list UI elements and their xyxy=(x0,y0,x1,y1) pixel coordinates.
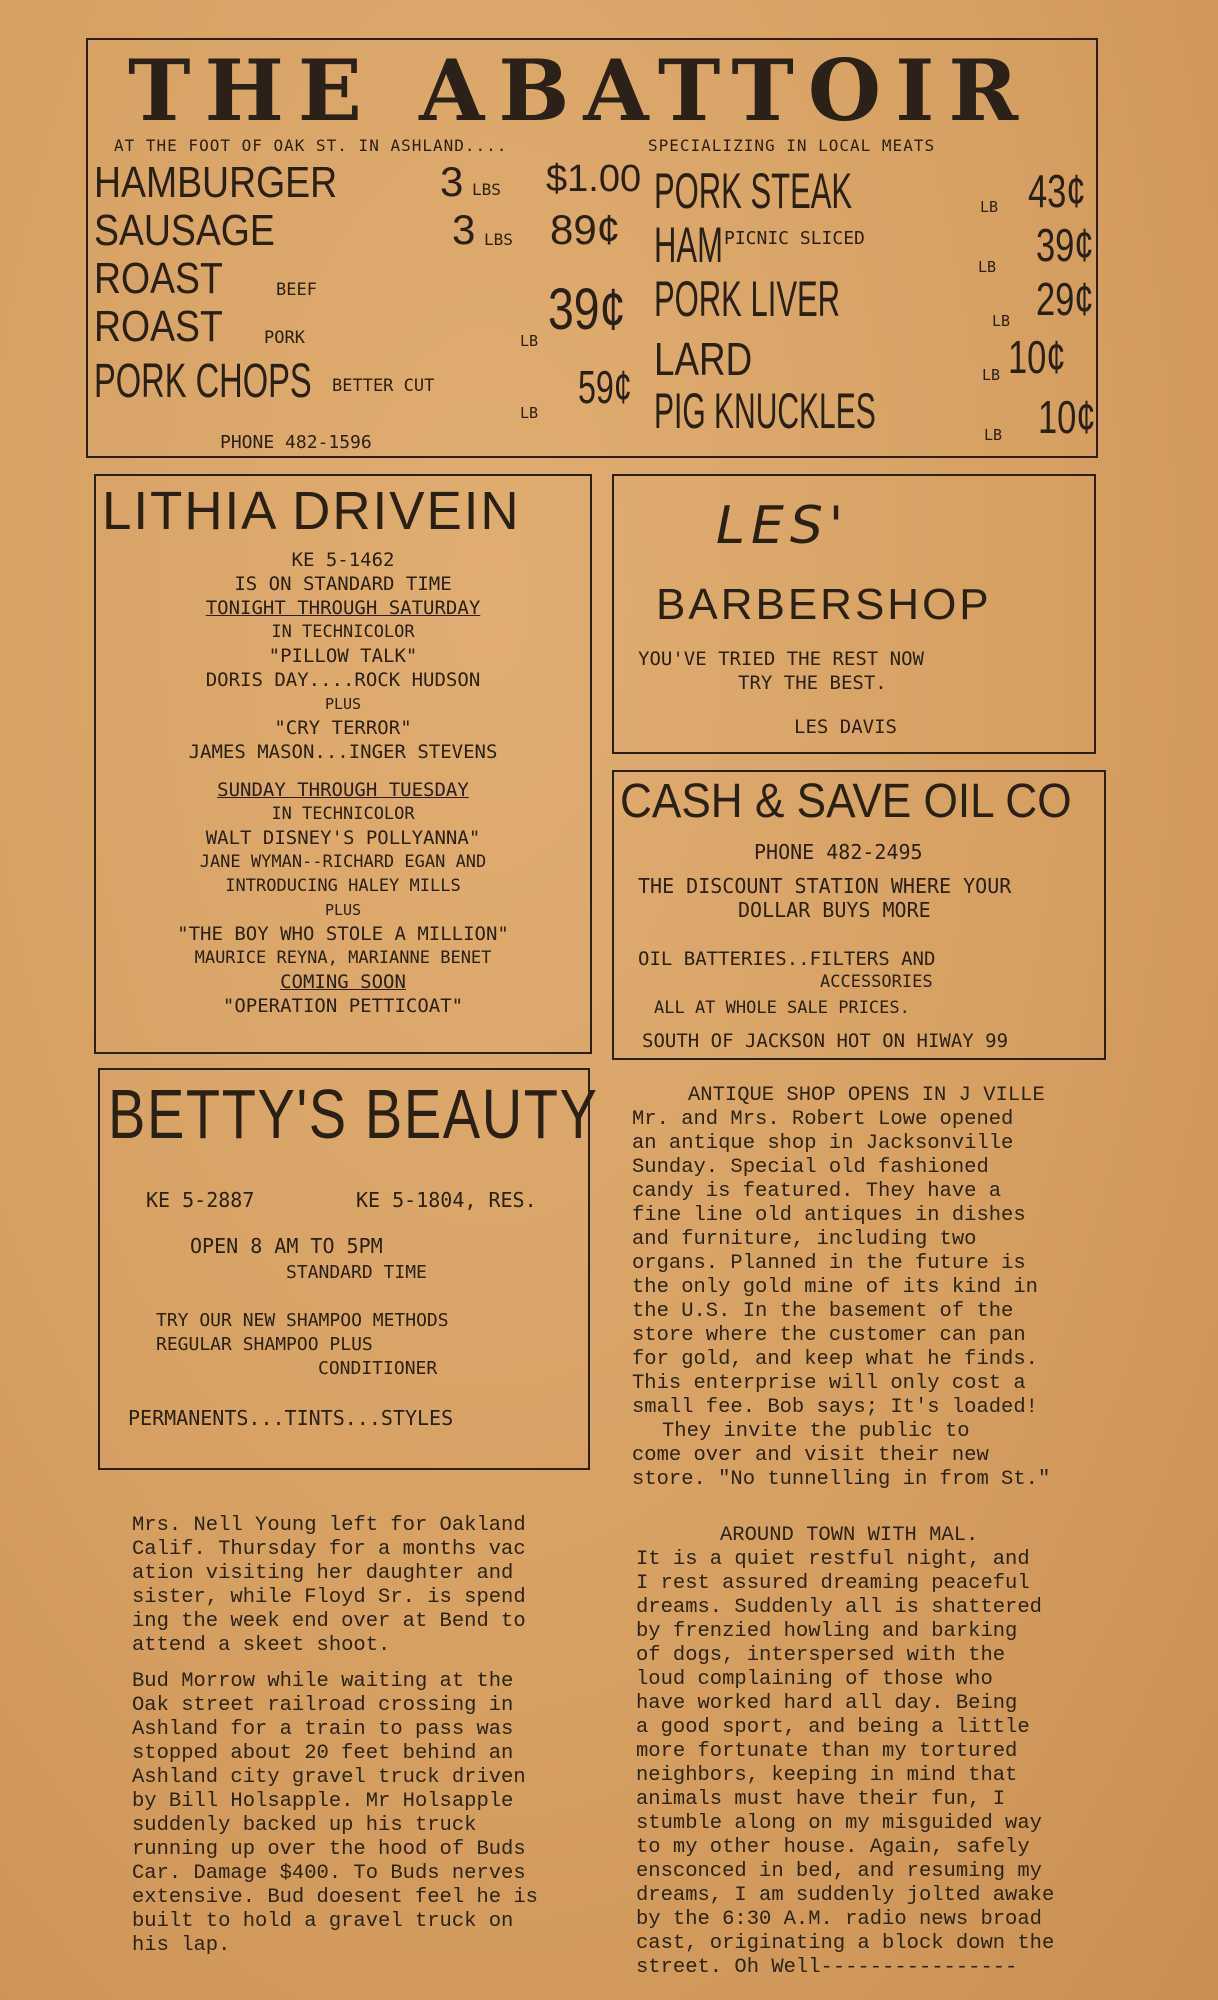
lithia-cast-4: MAURICE REYNA, MARIANNE BENET xyxy=(194,948,492,968)
lithia-movie-2: "CRY TERROR" xyxy=(274,717,412,739)
item-pork-chops-note: BETTER CUT xyxy=(332,376,435,396)
abattoir-phone: PHONE 482-1596 xyxy=(220,432,372,453)
bud-line: by Bill Holsapple. Mr Holsapple xyxy=(132,1790,514,1813)
antique-line: the U.S. In the basement of the xyxy=(632,1300,1014,1323)
bud-line: built to hold a gravel truck on xyxy=(132,1910,514,1933)
item-hamburger-unit: LBS xyxy=(472,180,501,199)
betty-services: PERMANENTS...TINTS...STYLES xyxy=(128,1406,454,1430)
antique-shop-article xyxy=(632,1084,1050,1492)
item-ham-price: 39¢ xyxy=(1036,219,1094,271)
cash-phone: PHONE 482-2495 xyxy=(754,840,923,864)
lithia-sunday-heading: SUNDAY THROUGH TUESDAY xyxy=(217,779,469,801)
antique-line: for gold, and keep what he finds. xyxy=(632,1348,1038,1371)
lithia-cast-2: JAMES MASON...INGER STEVENS xyxy=(188,741,498,763)
nell-line: attend a skeet shoot. xyxy=(132,1634,391,1657)
around-line: animals must have their fun, I xyxy=(636,1788,1006,1811)
betty-shampoo-1: TRY OUR NEW SHAMPOO METHODS xyxy=(156,1310,449,1331)
antique-line: an antique shop in Jacksonville xyxy=(632,1132,1014,1155)
item-sausage-name: SAUSAGE xyxy=(94,206,275,255)
lithia-drivein-ad xyxy=(94,474,592,1054)
nell-line: sister, while Floyd Sr. is spend xyxy=(132,1586,526,1609)
betty-shampoo-3: CONDITIONER xyxy=(318,1358,438,1379)
antique-line: store where the customer can pan xyxy=(632,1324,1026,1347)
antique-line: This enterprise will only cost a xyxy=(632,1372,1026,1395)
around-line: by the 6:30 A.M. radio news broad xyxy=(636,1908,1042,1931)
betty-hours-1: OPEN 8 AM TO 5PM xyxy=(190,1234,383,1258)
cash-line-5: ALL AT WHOLE SALE PRICES. xyxy=(654,998,910,1018)
item-pork-liver-name: PORK LIVER xyxy=(654,271,841,327)
item-ham-name: HAM xyxy=(654,217,723,273)
item-hamburger-name: HAMBURGER xyxy=(94,158,338,207)
around-line: dreams. Suddenly all is shattered xyxy=(636,1596,1042,1619)
around-line: of dogs, interspersed with the xyxy=(636,1644,1006,1667)
around-line: I rest assured dreaming peaceful xyxy=(636,1572,1030,1595)
around-line: have worked hard all day. Being xyxy=(636,1692,1018,1715)
les-subtitle: BARBERSHOP xyxy=(656,580,992,629)
bud-line: stopped about 20 feet behind an xyxy=(132,1742,514,1765)
antique-line: Sunday. Special old fashioned xyxy=(632,1156,989,1179)
abattoir-ad xyxy=(86,38,1098,458)
antique-line: come over and visit their new xyxy=(632,1444,989,1467)
bud-line: suddenly backed up his truck xyxy=(132,1814,477,1837)
nell-line: Mrs. Nell Young left for Oakland xyxy=(132,1514,526,1537)
around-line: stumble along on my misguided way xyxy=(636,1812,1042,1835)
cash-line-3: OIL BATTERIES..FILTERS AND xyxy=(638,948,936,970)
bud-line: Bud Morrow while waiting at the xyxy=(132,1670,514,1693)
betty-hours-2: STANDARD TIME xyxy=(286,1262,427,1283)
bettys-beauty-ad xyxy=(98,1068,599,1470)
lithia-tonight-heading: TONIGHT THROUGH SATURDAY xyxy=(205,597,481,619)
betty-shampoo-2: REGULAR SHAMPOO PLUS xyxy=(156,1334,373,1355)
item-pig-knuckles-name: PIG KNUCKLES xyxy=(654,383,876,439)
cash-title: CASH & SAVE OIL CO xyxy=(620,775,1072,828)
lithia-coming-soon: COMING SOON xyxy=(280,971,406,993)
item-sausage-unit: LBS xyxy=(484,230,513,249)
lithia-cast-1: DORIS DAY....ROCK HUDSON xyxy=(205,669,481,691)
lithia-standard-time: IS ON STANDARD TIME xyxy=(234,573,452,595)
around-headline: AROUND TOWN WITH MAL. xyxy=(720,1524,979,1547)
item-pork-liver-unit: LB xyxy=(992,312,1011,330)
item-ham-unit: LB xyxy=(978,258,997,276)
cash-save-oil-ad xyxy=(612,770,1106,1060)
nell-line: Calif. Thursday for a months vac xyxy=(132,1538,526,1561)
cash-line-2: DOLLAR BUYS MORE xyxy=(738,898,931,922)
item-roast-pork-name: ROAST xyxy=(94,302,223,351)
item-lard-price: 10¢ xyxy=(1008,331,1066,383)
around-line: It is a quiet restful night, and xyxy=(636,1548,1030,1571)
antique-line: store. "No tunnelling in from St." xyxy=(632,1468,1051,1491)
antique-line: the only gold mine of its kind in xyxy=(632,1276,1038,1299)
item-pork-steak-unit: LB xyxy=(980,198,999,216)
bud-line: Car. Damage $400. To Buds nerves xyxy=(132,1862,526,1885)
antique-line: fine line old antiques in dishes xyxy=(632,1204,1026,1227)
item-sausage-price: 89¢ xyxy=(550,206,621,253)
bud-line: running up over the hood of Buds xyxy=(132,1838,526,1861)
cash-line-4: ACCESSORIES xyxy=(820,972,933,992)
les-slogan-2: TRY THE BEST. xyxy=(738,672,887,694)
lithia-movie-1: "PILLOW TALK" xyxy=(268,645,418,667)
around-line: loud complaining of those who xyxy=(636,1668,993,1691)
lithia-technicolor-1: IN TECHNICOLOR xyxy=(271,622,415,642)
nell-line: ing the week end over at Bend to xyxy=(132,1610,526,1633)
lithia-movie-3: WALT DISNEY'S POLLYANNA" xyxy=(205,827,481,849)
abattoir-tagline-left: AT THE FOOT OF OAK ST. IN ASHLAND.... xyxy=(114,136,508,155)
item-lard-unit: LB xyxy=(982,366,1001,384)
antique-line: organs. Planned in the future is xyxy=(632,1252,1026,1275)
item-roast-pork-unit: LB xyxy=(520,332,539,350)
betty-title: BETTY'S BEAUTY xyxy=(108,1075,599,1153)
item-hamburger-qty: 3 xyxy=(440,158,464,205)
item-roast-pork-note: PORK xyxy=(264,328,305,348)
item-pig-knuckles-price: 10¢ xyxy=(1038,391,1096,443)
les-title: LES' xyxy=(716,496,850,556)
nell-line: ation visiting her daughter and xyxy=(132,1562,514,1585)
item-sausage-qty: 3 xyxy=(452,206,476,253)
item-ham-note: PICNIC SLICED xyxy=(724,228,865,249)
lithia-movie-5: "OPERATION PETTICOAT" xyxy=(222,995,464,1017)
antique-line: Mr. and Mrs. Robert Lowe opened xyxy=(632,1108,1014,1131)
around-town-article xyxy=(636,1524,1054,1980)
around-line: dreams, I am suddenly jolted awake xyxy=(636,1884,1055,1907)
cash-line-1: THE DISCOUNT STATION WHERE YOUR xyxy=(638,874,1012,898)
lithia-cast-3: JANE WYMAN--RICHARD EGAN AND xyxy=(199,852,487,872)
lithia-title: LITHIA DRIVEIN xyxy=(102,481,521,541)
item-pork-steak-price: 43¢ xyxy=(1028,165,1086,217)
antique-line: small fee. Bob says; It's loaded! xyxy=(632,1396,1038,1419)
les-barbershop-ad xyxy=(612,474,1096,754)
item-lard-name: LARD xyxy=(654,333,753,385)
around-line: ensconced in bed, and resuming my xyxy=(636,1860,1042,1883)
bud-line: extensive. Bud doesent feel he is xyxy=(132,1886,538,1909)
nell-young-article xyxy=(132,1514,526,1658)
bud-line: his lap. xyxy=(132,1934,231,1957)
lithia-technicolor-2: IN TECHNICOLOR xyxy=(271,804,415,824)
bud-morrow-article xyxy=(132,1670,538,1958)
bud-line: Ashland for a train to pass was xyxy=(132,1718,514,1741)
abattoir-title: THE ABATTOIR xyxy=(128,41,1033,140)
betty-phone-2: KE 5-1804, RES. xyxy=(356,1188,537,1212)
antique-line: and furniture, including two xyxy=(632,1228,977,1251)
item-pork-liver-price: 29¢ xyxy=(1036,273,1094,325)
around-line: cast, originating a block down the xyxy=(636,1932,1055,1955)
antique-line: They invite the public to xyxy=(662,1420,970,1443)
around-line: street. Oh Well---------------- xyxy=(636,1956,1018,1979)
lithia-phone: KE 5-1462 xyxy=(291,549,395,571)
betty-phone-1: KE 5-2887 xyxy=(146,1188,255,1212)
cash-line-6: SOUTH OF JACKSON HOT ON HIWAY 99 xyxy=(642,1030,1009,1052)
les-slogan-1: YOU'VE TRIED THE REST NOW xyxy=(638,648,924,670)
bud-line: Oak street railroad crossing in xyxy=(132,1694,514,1717)
around-line: to my other house. Again, safely xyxy=(636,1836,1030,1859)
around-line: a good sport, and being a little xyxy=(636,1716,1030,1739)
around-line: more fortunate than my tortured xyxy=(636,1740,1018,1763)
antique-line: candy is featured. They have a xyxy=(632,1180,1002,1203)
item-pork-steak-name: PORK STEAK xyxy=(654,163,853,219)
item-roast-beef-note: BEEF xyxy=(276,280,317,300)
item-roast-beef-name: ROAST xyxy=(94,254,223,303)
antique-headline: ANTIQUE SHOP OPENS IN J VILLE xyxy=(688,1084,1045,1107)
les-owner: LES DAVIS xyxy=(794,716,897,738)
around-line: neighbors, keeping in mind that xyxy=(636,1764,1018,1787)
bud-line: Ashland city gravel truck driven xyxy=(132,1766,526,1789)
item-pork-chops-name: PORK CHOPS xyxy=(94,355,312,408)
lithia-introducing: INTRODUCING HALEY MILLS xyxy=(225,876,461,896)
item-hamburger-price: $1.00 xyxy=(546,158,642,200)
lithia-plus-1: PLUS xyxy=(324,695,362,713)
lithia-plus-2: PLUS xyxy=(324,901,362,919)
item-roast-pork-price: 39¢ xyxy=(548,277,626,342)
item-pork-chops-unit: LB xyxy=(520,404,539,422)
around-line: by frenzied howling and barking xyxy=(636,1620,1018,1643)
item-pig-knuckles-unit: LB xyxy=(984,426,1003,444)
item-pork-chops-price: 59¢ xyxy=(578,361,632,413)
lithia-movie-4: "THE BOY WHO STOLE A MILLION" xyxy=(177,923,509,945)
abattoir-tagline-right: SPECIALIZING IN LOCAL MEATS xyxy=(648,136,936,155)
